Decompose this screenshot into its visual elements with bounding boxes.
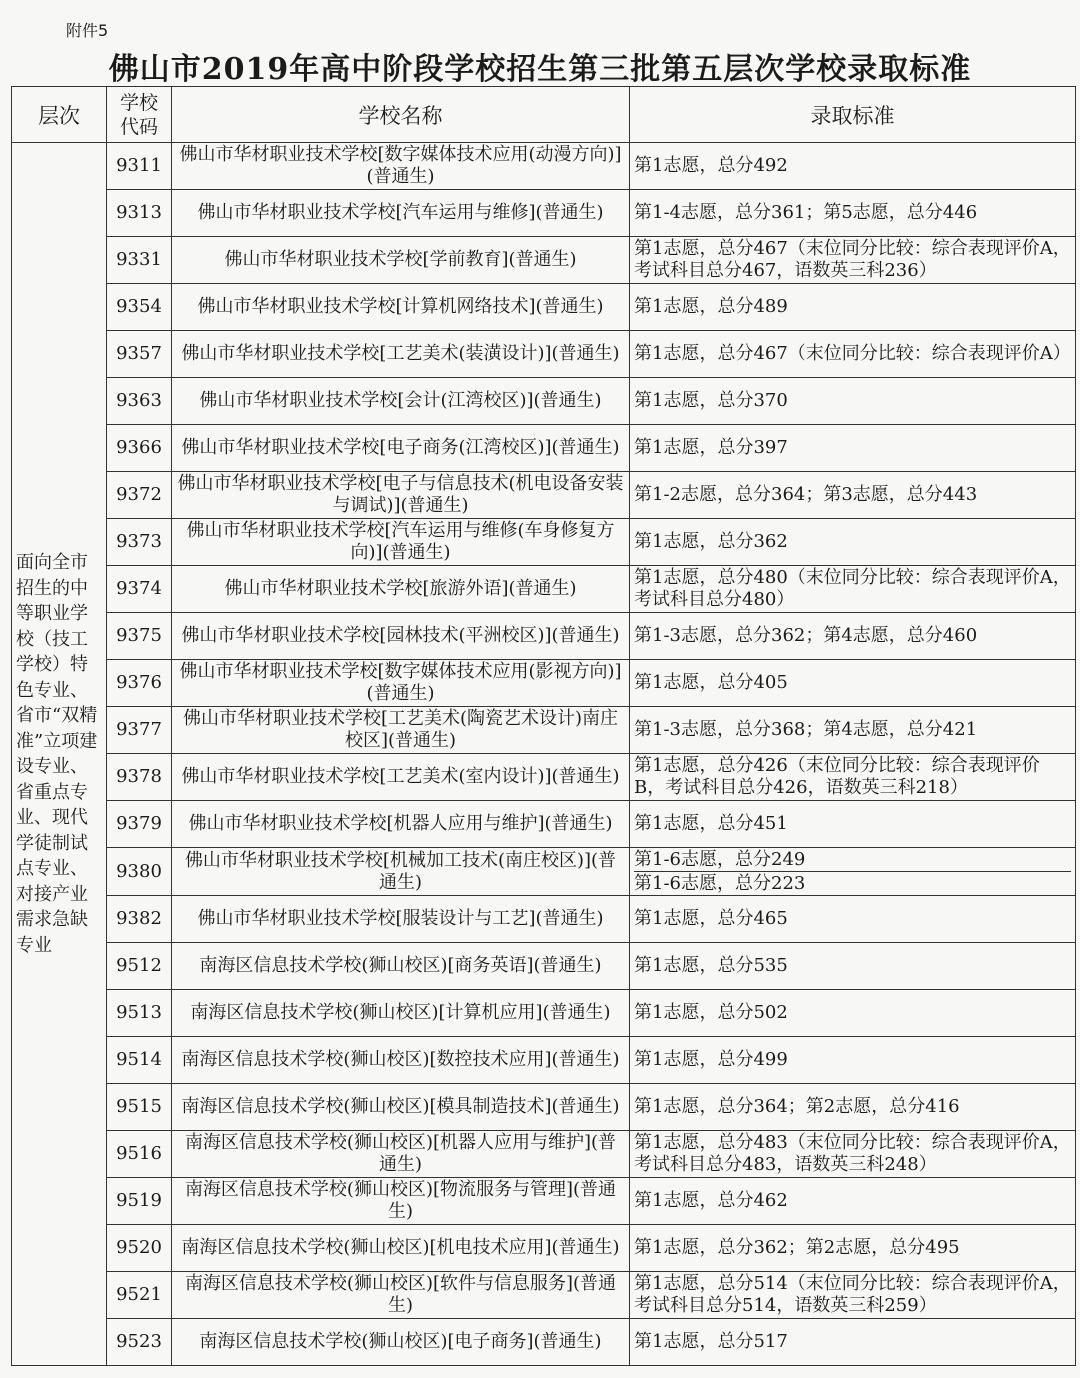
table-row: [12, 1225, 1076, 1272]
table-body: [12, 143, 1076, 1366]
school-name-cell: 南海区信息技术学校(狮山校区)[物流服务与管理](普通生): [172, 1178, 630, 1225]
school-name-cell: 南海区信息技术学校(狮山校区)[模具制造技术](普通生): [172, 1084, 630, 1131]
admission-standard-line: 第1-6志愿，总分223: [634, 873, 806, 894]
school-name-cell: 佛山市华材职业技术学校[服装设计与工艺](普通生): [172, 896, 630, 943]
table-row: [12, 190, 1076, 237]
column-header-level: 层次: [12, 87, 107, 143]
school-name-cell: 南海区信息技术学校(狮山校区)[电子商务](普通生): [172, 1319, 630, 1366]
column-header-school-name: 学校名称: [172, 87, 630, 143]
school-code-cell: 9311: [107, 143, 172, 190]
column-header-code: [107, 87, 172, 143]
table-row: [12, 566, 1076, 613]
school-name-cell: 佛山市华材职业技术学校[学前教育](普通生): [172, 237, 630, 284]
admission-standard-cell: 第1志愿，总分451: [630, 801, 1076, 848]
table-row: [12, 237, 1076, 284]
table-row: [12, 378, 1076, 425]
admission-standard-cell: 第1-2志愿，总分364；第3志愿，总分443: [630, 472, 1076, 519]
admission-standards-table: [11, 86, 1076, 1366]
school-code-cell: 9375: [107, 613, 172, 660]
school-code-cell: 9513: [107, 990, 172, 1037]
school-code-cell: 9363: [107, 378, 172, 425]
admission-standard-cell: 第1志愿，总分483（末位同分比较：综合表现评价A，考试科目总分483，语数英三科248）: [630, 1131, 1076, 1178]
admission-standard-cell: 第1志愿，总分362: [630, 519, 1076, 566]
level-cell: 面向全市招生的中等职业学校（技工学校）特色专业、省市“双精准”立项建设专业、省重点专业、现代学徒制试点专业、对接产业需求急缺专业: [12, 143, 107, 1366]
school-name-cell: 南海区信息技术学校(狮山校区)[商务英语](普通生): [172, 943, 630, 990]
column-header-standard: 录取标准: [630, 87, 1076, 143]
admission-standard-cell: 第1志愿，总分489: [630, 284, 1076, 331]
column-header-code-line1: 学校: [119, 91, 158, 114]
school-code-cell: 9519: [107, 1178, 172, 1225]
school-code-cell: 9376: [107, 660, 172, 707]
table-row: [12, 143, 1076, 190]
admission-standard-cell: 第1-3志愿，总分368；第4志愿，总分421: [630, 707, 1076, 754]
school-name-cell: 佛山市华材职业技术学校[机械加工技术(南庄校区)](普通生): [172, 848, 630, 896]
table-row: [12, 1272, 1076, 1319]
school-name-cell: 佛山市华材职业技术学校[旅游外语](普通生): [172, 566, 630, 613]
school-code-cell: 9521: [107, 1272, 172, 1319]
school-name-cell: 南海区信息技术学校(狮山校区)[数控技术应用](普通生): [172, 1037, 630, 1084]
school-name-cell: 佛山市华材职业技术学校[工艺美术(陶瓷艺术设计)南庄校区](普通生): [172, 707, 630, 754]
table-row: [12, 331, 1076, 378]
admission-standard-cell: 第1志愿，总分397: [630, 425, 1076, 472]
school-code-cell: 9372: [107, 472, 172, 519]
school-code-cell: 9380: [107, 848, 172, 896]
school-name-cell: 南海区信息技术学校(狮山校区)[软件与信息服务](普通生): [172, 1272, 630, 1319]
school-code-cell: 9357: [107, 331, 172, 378]
school-code-cell: 9515: [107, 1084, 172, 1131]
table-row: [12, 1178, 1076, 1225]
school-code-cell: 9379: [107, 801, 172, 848]
school-code-cell: 9378: [107, 754, 172, 801]
table-row: [12, 1037, 1076, 1084]
admission-standard-cell: 第1志愿，总分535: [630, 943, 1076, 990]
table-header-row: [12, 87, 1076, 143]
table-row: [12, 707, 1076, 754]
school-code-cell: 9313: [107, 190, 172, 237]
admission-standard-cell: 第1志愿，总分514（末位同分比较：综合表现评价A，考试科目总分514，语数英三科259）: [630, 1272, 1076, 1319]
school-name-cell: 佛山市华材职业技术学校[计算机网络技术](普通生): [172, 284, 630, 331]
school-code-cell: 9514: [107, 1037, 172, 1084]
table-row: [12, 848, 1076, 896]
table-row: [12, 613, 1076, 660]
school-name-cell: 佛山市华材职业技术学校[汽车运用与维修(车身修复方向)](普通生): [172, 519, 630, 566]
column-header-code-line2: 代码: [119, 115, 158, 138]
school-name-cell: 佛山市华材职业技术学校[工艺美术(室内设计)](普通生): [172, 754, 630, 801]
table-row: [12, 943, 1076, 990]
admission-standard-cell: 第1志愿，总分492: [630, 143, 1076, 190]
table-row: [12, 896, 1076, 943]
school-code-cell: 9373: [107, 519, 172, 566]
school-code-cell: 9377: [107, 707, 172, 754]
school-code-cell: 9374: [107, 566, 172, 613]
school-code-cell: 9523: [107, 1319, 172, 1366]
school-name-cell: 南海区信息技术学校(狮山校区)[计算机应用](普通生): [172, 990, 630, 1037]
table-row: [12, 801, 1076, 848]
admission-standard-cell: 第1-3志愿，总分362；第4志愿，总分460: [630, 613, 1076, 660]
table-row: [12, 519, 1076, 566]
table-row: [12, 754, 1076, 801]
admission-standard-cell: 第1志愿，总分502: [630, 990, 1076, 1037]
admission-standard-cell: 第1志愿，总分499: [630, 1037, 1076, 1084]
table-row: [12, 1319, 1076, 1366]
admission-standard-cell: [630, 848, 1076, 896]
admission-standard-cell: 第1志愿，总分362；第2志愿，总分495: [630, 1225, 1076, 1272]
page-title: 佛山市2019年高中阶段学校招生第三批第五层次学校录取标准: [108, 52, 972, 87]
school-name-cell: 佛山市华材职业技术学校[电子与信息技术(机电设备安装与调试)](普通生): [172, 472, 630, 519]
admission-standard-cell: 第1志愿，总分465: [630, 896, 1076, 943]
school-code-cell: 9331: [107, 237, 172, 284]
school-name-cell: 佛山市华材职业技术学校[汽车运用与维修](普通生): [172, 190, 630, 237]
admission-standard-cell: 第1志愿，总分462: [630, 1178, 1076, 1225]
school-name-cell: 佛山市华材职业技术学校[园林技术(平洲校区)](普通生): [172, 613, 630, 660]
admission-standard-cell: 第1志愿，总分364；第2志愿，总分416: [630, 1084, 1076, 1131]
school-name-cell: 佛山市华材职业技术学校[会计(江湾校区)](普通生): [172, 378, 630, 425]
school-name-cell: 佛山市华材职业技术学校[电子商务(江湾校区)](普通生): [172, 425, 630, 472]
admission-standard-cell: 第1志愿，总分405: [630, 660, 1076, 707]
school-name-cell: 佛山市华材职业技术学校[数字媒体技术应用(影视方向)](普通生): [172, 660, 630, 707]
admission-standard-cell: 第1志愿，总分370: [630, 378, 1076, 425]
table-row: [12, 990, 1076, 1037]
table-row: [12, 425, 1076, 472]
school-name-cell: 南海区信息技术学校(狮山校区)[机电技术应用](普通生): [172, 1225, 630, 1272]
school-code-cell: 9516: [107, 1131, 172, 1178]
school-name-cell: 佛山市华材职业技术学校[数字媒体技术应用(动漫方向)](普通生): [172, 143, 630, 190]
table-row: [12, 1131, 1076, 1178]
admission-standard-cell: 第1-4志愿，总分361；第5志愿，总分446: [630, 190, 1076, 237]
table-row: [12, 284, 1076, 331]
table-row: [12, 660, 1076, 707]
admission-standard-cell: 第1志愿，总分467（末位同分比较：综合表现评价A）: [630, 331, 1076, 378]
school-code-cell: 9520: [107, 1225, 172, 1272]
admission-standard-cell: 第1志愿，总分467（末位同分比较：综合表现评价A，考试科目总分467，语数英三科236）: [630, 237, 1076, 284]
attachment-label: 附件5: [66, 21, 109, 40]
school-name-cell: 南海区信息技术学校(狮山校区)[机器人应用与维护](普通生): [172, 1131, 630, 1178]
table-row: [12, 472, 1076, 519]
school-code-cell: 9382: [107, 896, 172, 943]
table-row: [12, 1084, 1076, 1131]
school-code-cell: 9366: [107, 425, 172, 472]
admission-standard-cell: 第1志愿，总分426（末位同分比较：综合表现评价B，考试科目总分426，语数英三科218）: [630, 754, 1076, 801]
admission-standard-line: 第1-6志愿，总分249: [634, 848, 1071, 872]
school-name-cell: 佛山市华材职业技术学校[工艺美术(装潢设计)](普通生): [172, 331, 630, 378]
admission-standard-cell: 第1志愿，总分480（末位同分比较：综合表现评价A，考试科目总分480）: [630, 566, 1076, 613]
school-code-cell: 9512: [107, 943, 172, 990]
school-code-cell: 9354: [107, 284, 172, 331]
school-name-cell: 佛山市华材职业技术学校[机器人应用与维护](普通生): [172, 801, 630, 848]
admission-standard-cell: 第1志愿，总分517: [630, 1319, 1076, 1366]
